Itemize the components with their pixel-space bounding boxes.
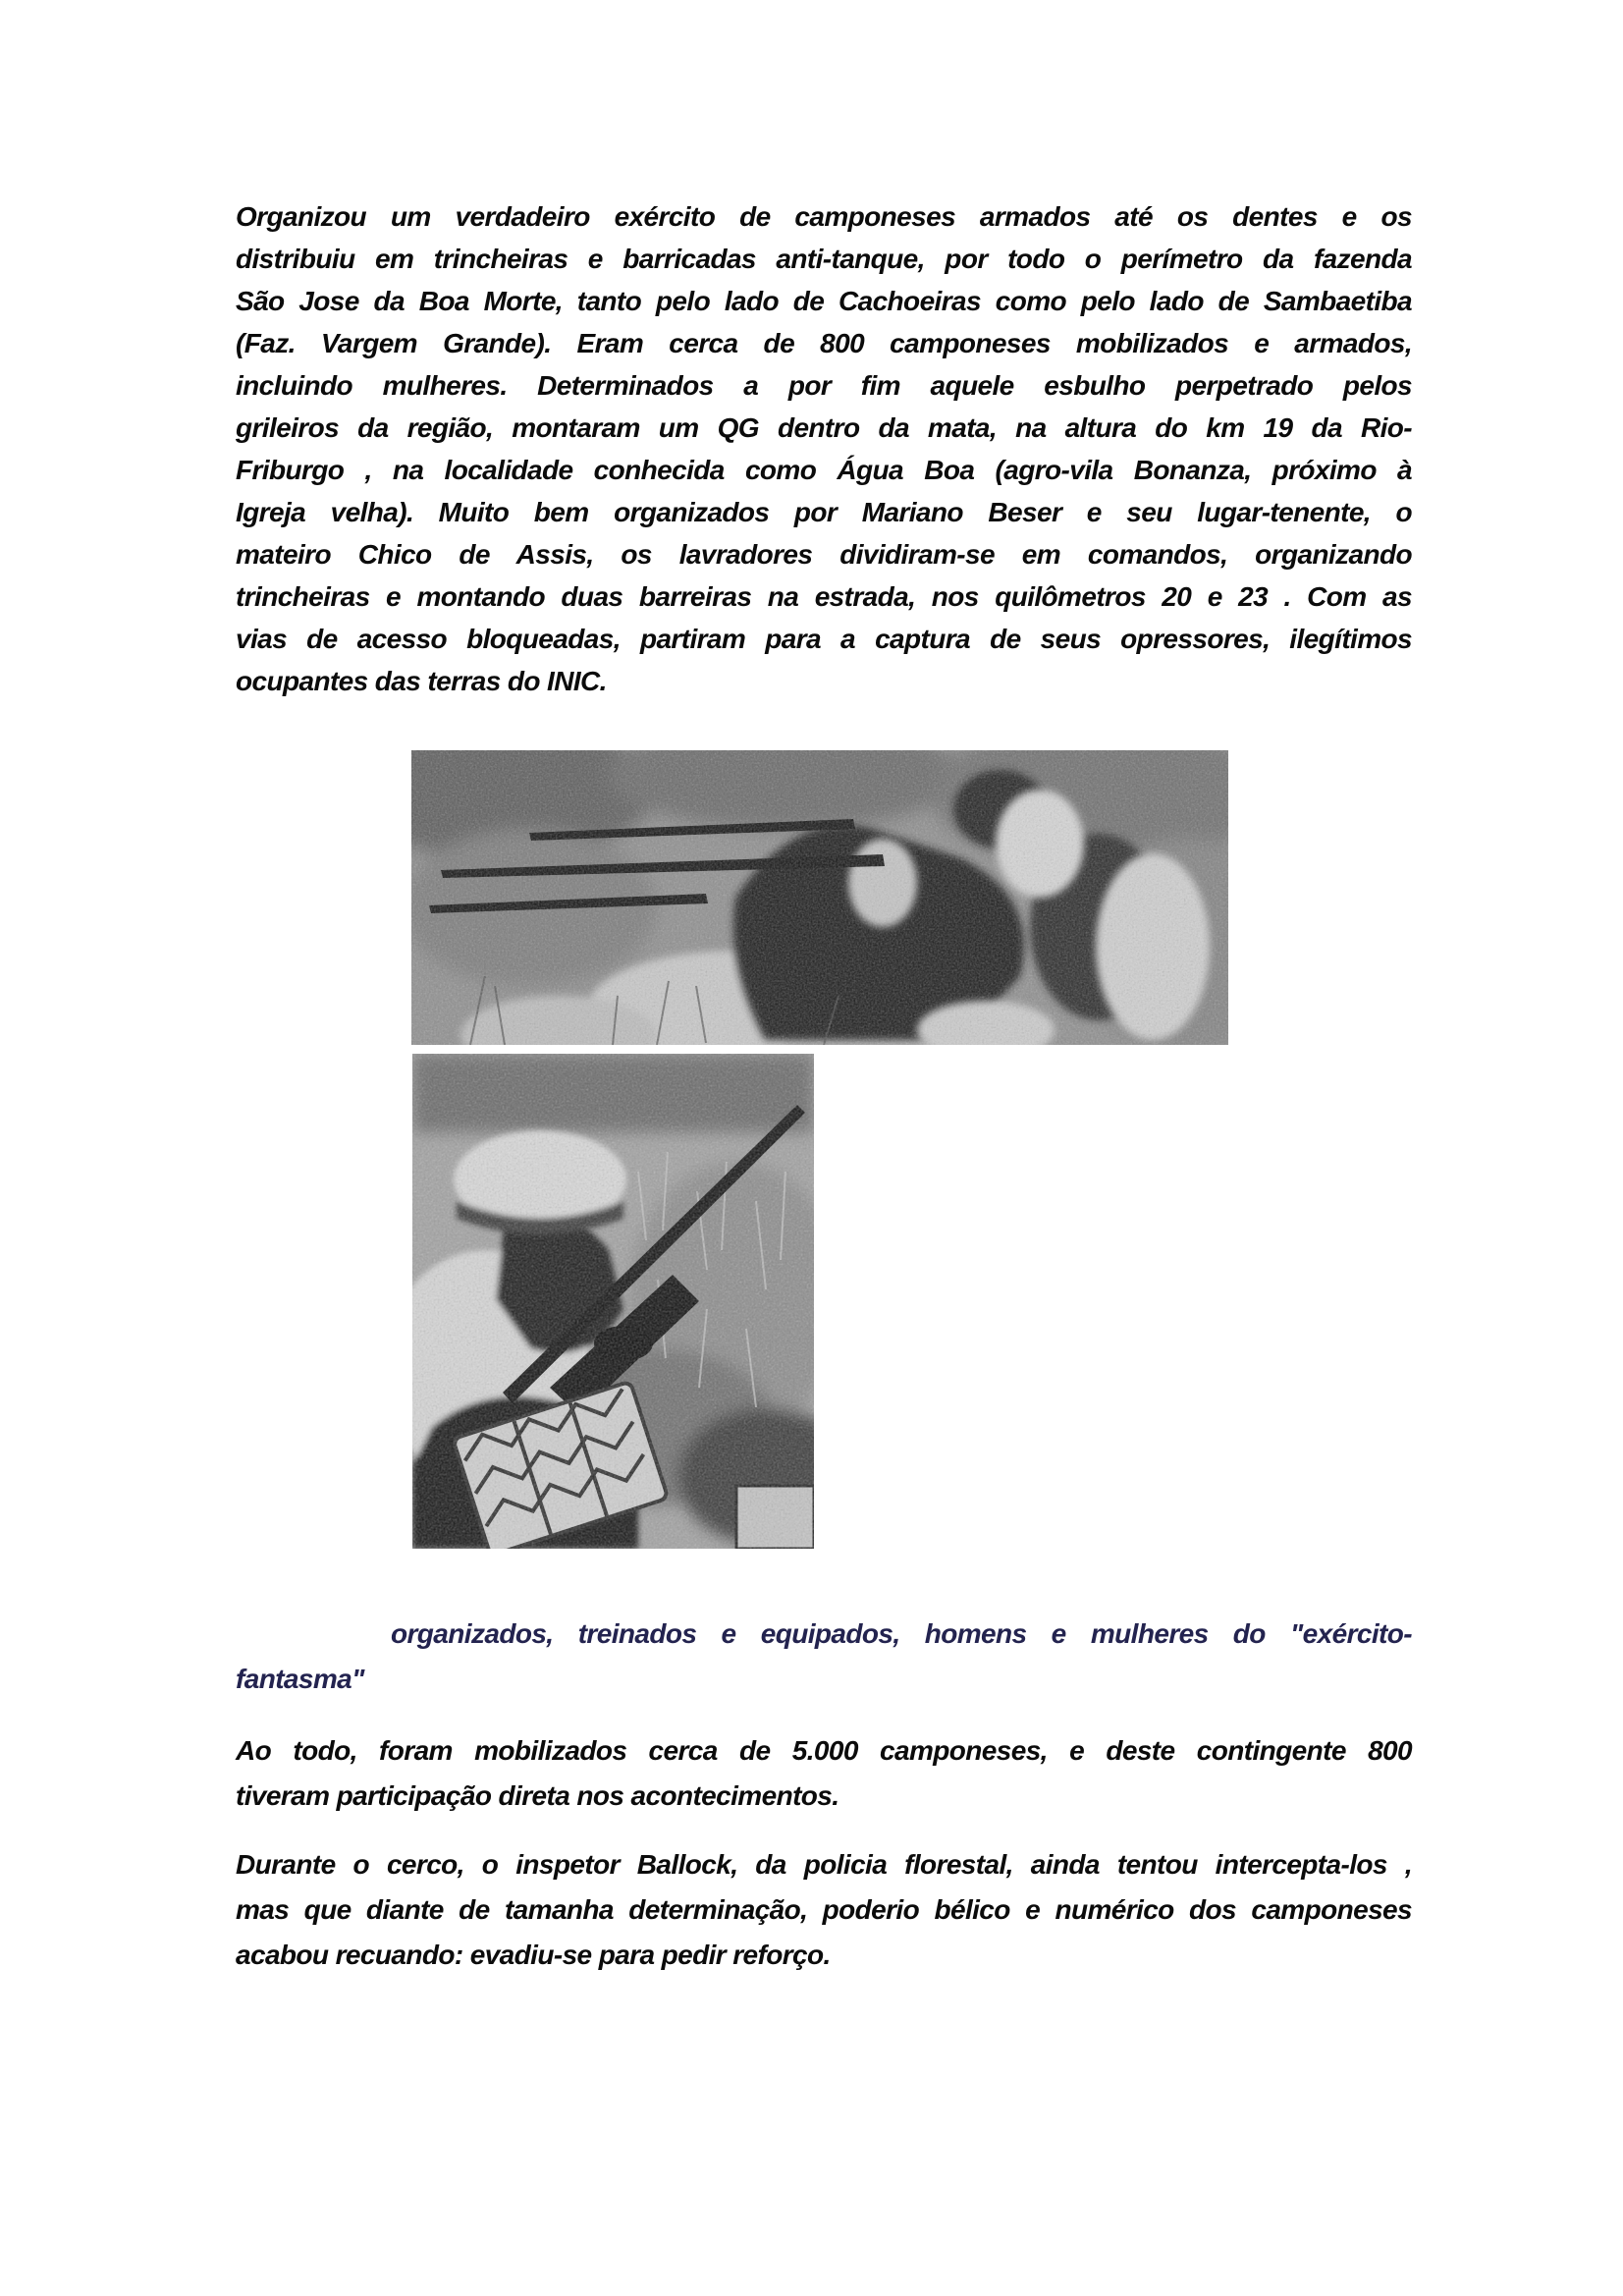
text-line: Durante o cerco, o inspetor Ballock, da policia florestal, ainda tentou intercepta-los , — [236, 1849, 1412, 1880]
caption-line: fantasma" — [236, 1664, 364, 1694]
photo-armed-peasants-trench — [411, 750, 1228, 1045]
text-line: vias de acesso bloqueadas, partiram para a captura de seus opressores, ilegítimos — [236, 624, 1412, 654]
photo-peasant-with-rifle-image — [412, 1054, 814, 1549]
photo-armed-peasants-trench-image — [411, 750, 1228, 1045]
photo-caption — [236, 1612, 1412, 1702]
text-line: grileiros da região, montaram um QG dentro da mata, na altura do km 19 da Rio- — [236, 412, 1412, 443]
text-line: tiveram participação direta nos acontecimentos. — [236, 1780, 839, 1811]
text-line: Friburgo , na localidade conhecida como Água Boa (agro-vila Bonanza, próximo à — [236, 455, 1412, 485]
photo-peasant-with-rifle — [412, 1054, 814, 1549]
text-line: acabou recuando: evadiu-se para pedir reforço. — [236, 1940, 831, 1970]
paragraph-intro — [236, 195, 1412, 702]
text-line: mas que diante de tamanha determinação, poderio bélico e numérico dos camponeses — [236, 1894, 1412, 1925]
text-line: São Jose da Boa Morte, tanto pelo lado de Cachoeiras como pelo lado de Sambaetiba — [236, 286, 1412, 316]
text-line: Ao todo, foram mobilizados cerca de 5.000 camponeses, e deste contingente 800 — [236, 1735, 1412, 1766]
paragraph-cerco — [236, 1842, 1412, 1978]
caption-line: organizados, treinados e equipados, homens e mulheres do "exército- — [391, 1618, 1412, 1649]
text-line: ocupantes das terras do INIC. — [236, 666, 607, 696]
paragraph-mobilizados — [236, 1728, 1412, 1819]
text-line: Organizou um verdadeiro exército de camponeses armados até os dentes e os — [236, 201, 1412, 232]
text-line: distribuiu em trincheiras e barricadas anti-tanque, por todo o perímetro da fazenda — [236, 244, 1412, 274]
text-line: mateiro Chico de Assis, os lavradores dividiram-se em comandos, organizando — [236, 539, 1412, 570]
text-line: incluindo mulheres. Determinados a por fim aquele esbulho perpetrado pelos — [236, 370, 1412, 401]
text-line: trincheiras e montando duas barreiras na estrada, nos quilômetros 20 e 23 . Com as — [236, 581, 1412, 612]
text-line: Igreja velha). Muito bem organizados por Mariano Beser e seu lugar-tenente, o — [236, 497, 1412, 527]
text-line: (Faz. Vargem Grande). Eram cerca de 800 camponeses mobilizados e armados, — [236, 328, 1412, 358]
